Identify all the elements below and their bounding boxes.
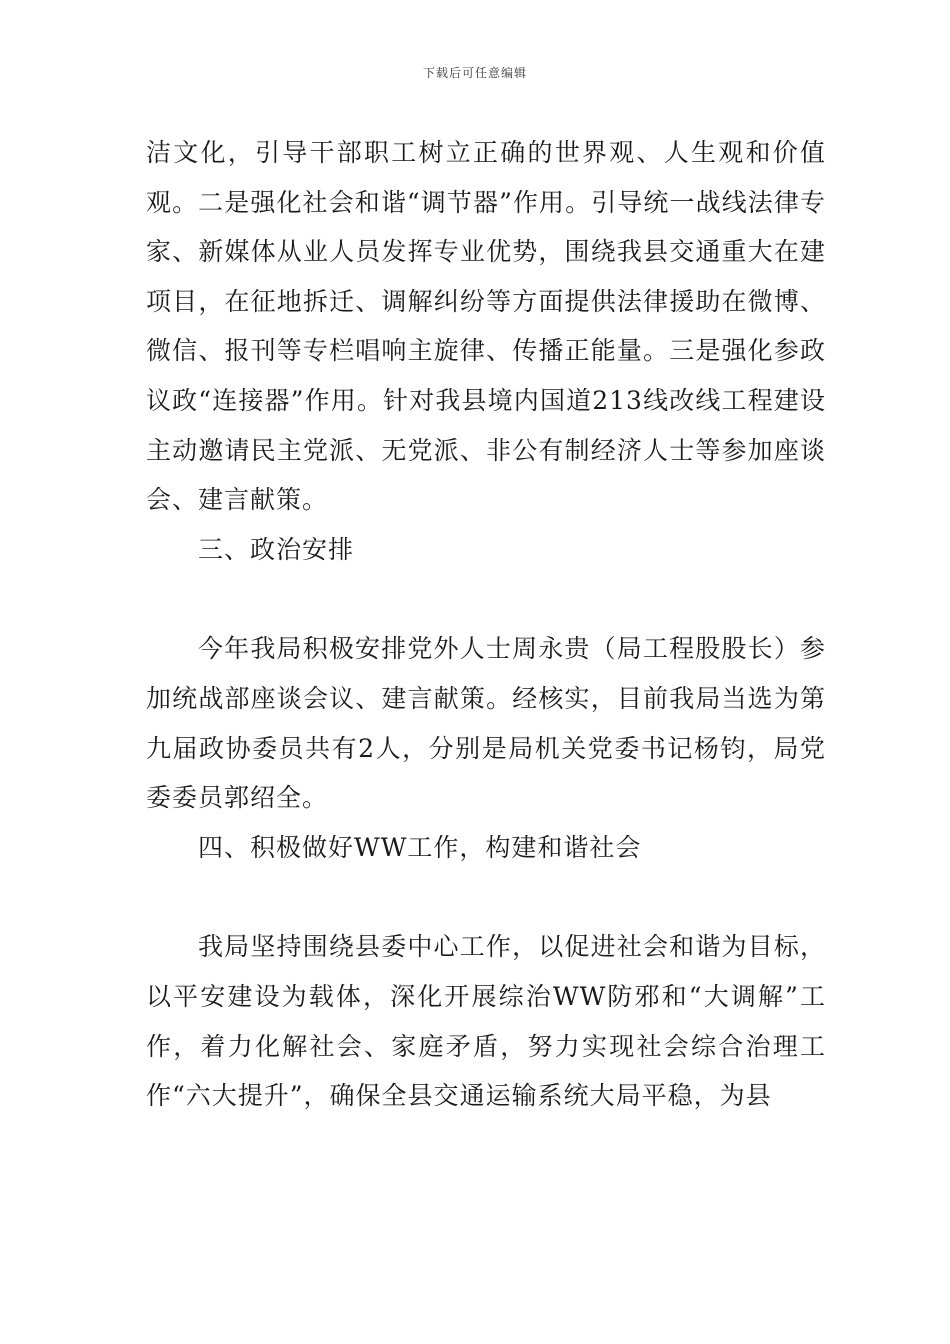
paragraph-harmonious-society: 我局坚持围绕县委中心工作，以促进社会和谐为目标，以平安建设为载体，深化开展综治WW防邪和“大调解”工作，着力化解社会、家庭矛盾，努力实现社会综合治理工作“六大提升”，确保全县交通运输系统大局平稳，为县	[146, 932, 826, 1111]
document-body	[146, 128, 826, 1121]
page-header: 下载后可任意编辑	[422, 66, 527, 80]
paragraph-continuation: 洁文化，引导干部职工树立正确的世界观、人生观和价值观。二是强化社会和谐“调节器”作用。引导统一战线法律专家、新媒体从业人员发挥专业优势，围绕我县交通重大在建项目，在征地拆迁、调解纠纷等方面提供法律援助在微博、微信、报刊等专栏唱响主旋律、传播正能量。三是强化参政议政“连接器”作用。针对我县境内国道213线改线工程建设主动邀请民主党派、无党派、非公有制经济人士等参加座谈会、建言献策。	[146, 138, 826, 515]
paragraph-political-arrangement: 今年我局积极安排党外人士周永贵（局工程股股长）参加统战部座谈会议、建言献策。经核实，目前我局当选为第九届政协委员共有2人，分别是局机关党委书记杨钧，局党委委员郭绍全。	[146, 634, 826, 813]
section-heading-harmonious-society: 四、积极做好WW工作，构建和谐社会	[198, 832, 642, 862]
section-heading-political-arrangement: 三、政治安排	[198, 534, 355, 564]
